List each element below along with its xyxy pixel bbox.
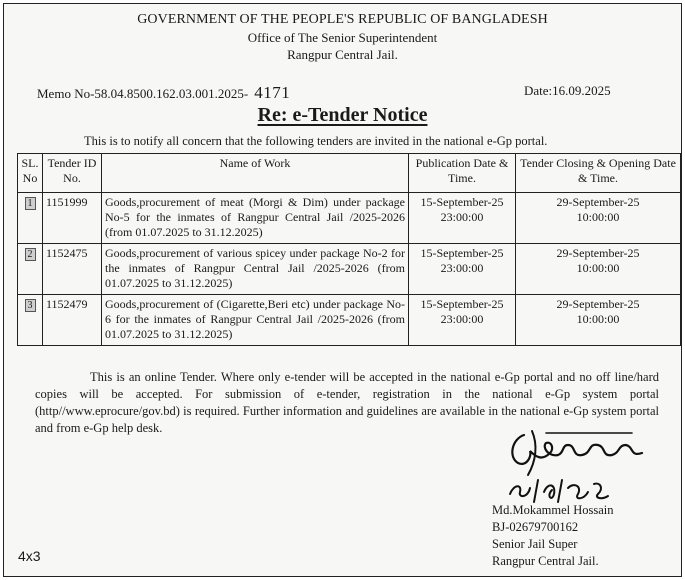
- table-row: [18, 295, 681, 346]
- col-publication: Publication Date & Time.: [409, 154, 516, 193]
- intro-text: This is to notify all concern that the following tenders are invited in the national e-Gp portal.: [84, 134, 548, 148]
- notice-document: [3, 3, 682, 577]
- tender-table: [17, 153, 681, 346]
- row-tender-id: 1152479: [43, 295, 102, 346]
- memo-number: 4171: [254, 83, 291, 102]
- notice-title: Re: e-Tender Notice: [257, 104, 428, 126]
- signatory-office: Rangpur Central Jail.: [492, 554, 599, 568]
- row-sl: 3: [25, 299, 36, 312]
- row-close-date: 29-September-25: [556, 195, 640, 209]
- row-close-date: 29-September-25: [556, 246, 640, 260]
- government-heading: GOVERNMENT OF THE PEOPLE'S REPUBLIC OF BANGLADESH: [137, 12, 548, 27]
- row-tender-id: 1151999: [43, 193, 102, 244]
- col-sl: SL. No: [18, 154, 43, 193]
- row-pub-date: 15-September-25: [420, 297, 504, 311]
- office-heading: Office of The Senior Superintendent: [247, 30, 438, 45]
- row-tender-id: 1152475: [43, 244, 102, 295]
- row-close-date: 29-September-25: [556, 297, 640, 311]
- row-pub-time: 23:00:00: [440, 210, 484, 224]
- table-row: [18, 193, 681, 244]
- row-sl: 2: [25, 248, 36, 261]
- table-row: [18, 244, 681, 295]
- row-pub-time: 23:00:00: [440, 261, 484, 275]
- row-close-time: 10:00:00: [576, 210, 620, 224]
- row-pub-date: 15-September-25: [420, 246, 504, 260]
- row-work: Goods,procurement of (Cigarette,Beri etc) under package No-6 for the inmates of Rangpur Central Jail /2025-2026 (from 01.07.2025 to 31.12.2025): [102, 295, 409, 346]
- jail-heading: Rangpur Central Jail.: [287, 47, 398, 62]
- online-tender-paragraph: This is an online Tender. Where only e-tender will be accepted in the national e-Gp portal and no off line/hard copies will be accepted. For submission of e-tender, registration in the national e-Gp system portal (http//www.eprocure/gov.bd) is required. Further information and guidelines are available in the national e-Gp system portal and from e-Gp help desk.: [35, 370, 659, 435]
- row-sl: 1: [25, 197, 36, 210]
- signatory-name: Md.Mokammel Hossain: [492, 503, 614, 517]
- col-name-of-work: Name of Work: [102, 154, 409, 193]
- row-close-time: 10:00:00: [576, 312, 620, 326]
- row-work: Goods,procurement of various spicey under package No-2 for the inmates of Rangpur Central Jail /2025-2026 (from 01.07.2025 to 31.12.2025): [102, 244, 409, 295]
- col-closing: Tender Closing & Opening Date & Time.: [516, 154, 681, 193]
- signatory-block: [492, 502, 614, 570]
- row-work: Goods,procurement of meat (Morgi & Dim) under package No-5 for the inmates of Rangpur Central Jail /2025-2026 (from 01.07.2025 to 31.12.2025): [102, 193, 409, 244]
- signatory-id: BJ-02679700162: [492, 520, 579, 534]
- aspect-label: 4x3: [18, 548, 41, 564]
- signatory-designation: Senior Jail Super: [492, 537, 578, 551]
- row-pub-time: 23:00:00: [440, 312, 484, 326]
- table-header-row: [18, 154, 681, 193]
- row-pub-date: 15-September-25: [420, 195, 504, 209]
- memo-prefix: Memo No-58.04.8500.162.03.001.2025-: [37, 86, 249, 101]
- memo-date: Date:16.09.2025: [524, 83, 611, 98]
- handwritten-signature: [502, 427, 652, 479]
- memo-line: [37, 83, 290, 103]
- row-close-time: 10:00:00: [576, 261, 620, 275]
- col-tender-id: Tender ID No.: [43, 154, 102, 193]
